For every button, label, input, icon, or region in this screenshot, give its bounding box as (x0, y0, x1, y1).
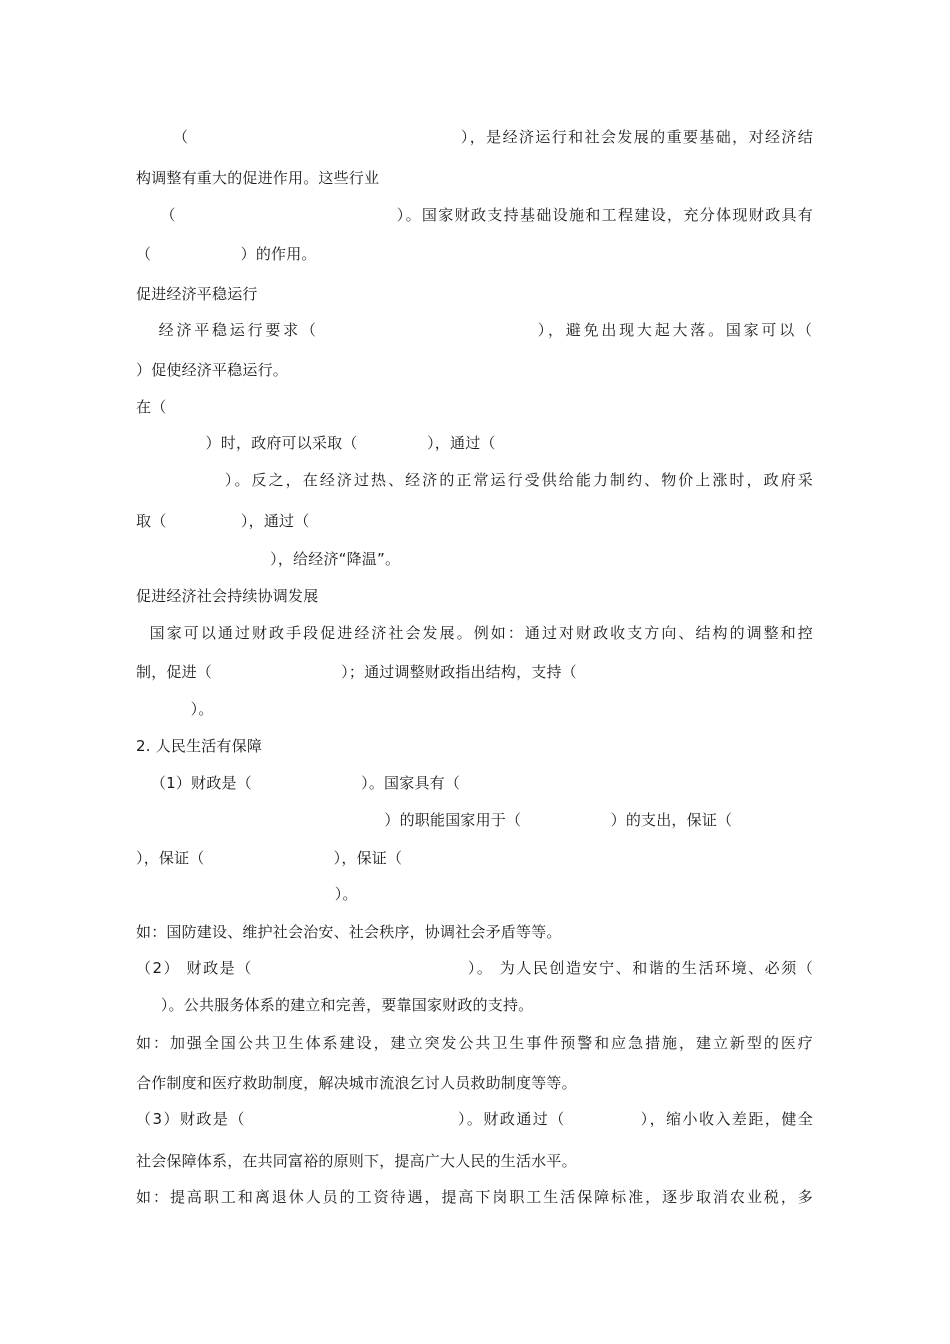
text-line-29: 如：提高职工和离退休人员的工资待遇，提高下岗职工生活保障标准，逐步取消农业税，多 (136, 1188, 813, 1206)
text-line-2: 构调整有重大的促进作用。这些行业 (136, 169, 380, 187)
text-line-7: ）促使经济平稳运行。 (136, 361, 289, 379)
section-heading-stable-operation: 促进经济平稳运行 (136, 285, 258, 303)
text-line-14: 国家可以通过财政手段促进经济社会发展。例如：通过对财政收支方向、结构的调整和控 (136, 624, 813, 642)
text-line-11: 取（ ），通过（ (136, 512, 310, 530)
text-line-10: ）。反之，在经济过热、经济的正常运行受供给能力制约、物价上涨时，政府采 (136, 471, 813, 489)
text-line-6: 经济平稳运行要求（ ），避免出现大起大落。国家可以（ (136, 321, 813, 339)
text-line-9: ）时，政府可以采取（ ），通过（ (136, 434, 496, 452)
text-line-20: ），保证（ ），保证（ (136, 849, 403, 867)
section-heading-livelihood: 2. 人民生活有保障 (136, 737, 263, 755)
text-line-24: ）。公共服务体系的建立和完善，要靠国家财政的支持。 (136, 996, 534, 1014)
text-line-21: ）。 (136, 885, 358, 903)
text-line-18: （1）财政是（ ）。国家具有（ (136, 774, 461, 792)
text-line-12: ），给经济“降温”。 (136, 550, 401, 568)
text-line-4: （ ）的作用。 (136, 245, 317, 263)
text-line-28: 社会保障体系，在共同富裕的原则下，提高广大人民的生活水平。 (136, 1152, 577, 1170)
text-line-19: ）的职能国家用于（ ）的支出，保证（ (136, 811, 733, 829)
text-line-26: 合作制度和医疗救助制度，解决城市流浪乞讨人员救助制度等等。 (136, 1074, 577, 1092)
text-line-3: （ ）。国家财政支持基础设施和工程建设，充分体现财政具有 (136, 206, 813, 224)
text-line-27: （3）财政是（ ）。财政通过（ ），缩小收入差距，健全 (136, 1110, 813, 1128)
text-line-22: 如：国防建设、维护社会治安、社会秩序，协调社会矛盾等等。 (136, 923, 562, 941)
text-line-15: 制，促进（ ）；通过调整财政指出结构，支持（ (136, 663, 577, 681)
text-line-25: 如：加强全国公共卫生体系建设，建立突发公共卫生事件预警和应急措施，建立新型的医疗 (136, 1034, 813, 1052)
text-line-23: （2） 财政是（ ）。 为人民创造安宁、和谐的生活环境、必须（ (136, 959, 813, 977)
text-line-1: （ ），是经济运行和社会发展的重要基础，对经济结 (136, 128, 813, 146)
text-line-8: 在（ (136, 398, 167, 416)
section-heading-coordinated-development: 促进经济社会持续协调发展 (136, 587, 319, 605)
text-line-16: ）。 (136, 700, 214, 718)
